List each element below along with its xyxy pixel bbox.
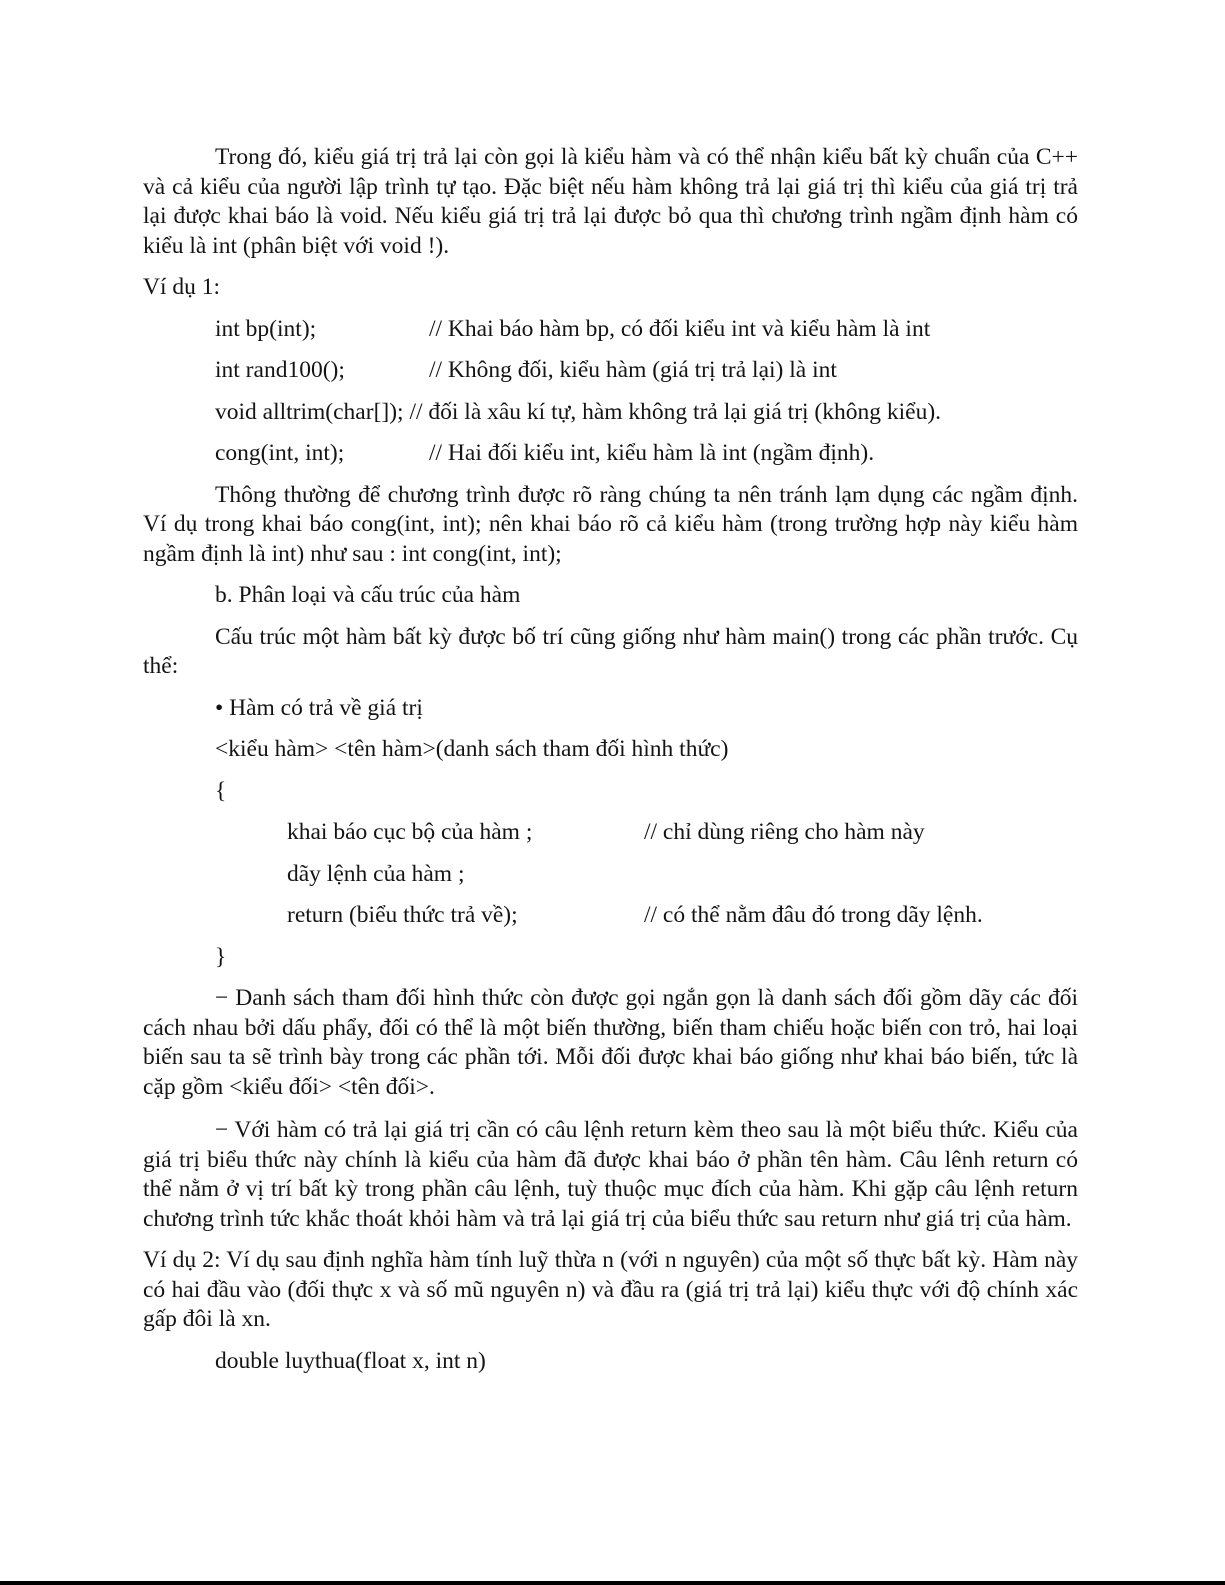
- structure-line: [143, 818, 1078, 848]
- paragraph-structure-intro: Cấu trúc một hàm bất kỳ được bố trí cũng giống như hàm main() trong các phần trước. Cụ thể:: [143, 623, 1078, 679]
- paragraph-return-type: Trong đó, kiểu giá trị trả lại còn gọi là kiểu hàm và có thể nhận kiểu bất kỳ chuẩn của C++ và cả kiểu của người lập trình tự tạo. Đặc biệt nếu hàm không trả lại giá trị thì kiểu của giá trị trả lại được khai báo là void. Nếu kiểu giá trị trả lại được bỏ qua thì chương trình ngầm định hàm có kiểu là int (phân biệt với void !).: [143, 144, 1078, 259]
- function-signature: <kiểu hàm> <tên hàm>(danh sách tham đối hình thức): [215, 736, 729, 762]
- structure-comment: // chỉ dùng riêng cho hàm này: [644, 819, 925, 845]
- declaration-row: [143, 398, 1078, 428]
- function-structure: [143, 735, 1078, 972]
- paragraph-avoid-defaults: Thông thường để chương trình được rõ ràng chúng ta nên tránh lạm dụng các ngầm định. Ví dụ trong khai báo cong(int, int); nên khai báo rõ cả kiểu hàm (trong trường hợp này kiểu hàm ngầm định là int) như sau : int cong(int, int);: [143, 481, 1078, 567]
- function-definition-code: double luythua(float x, int n): [215, 1347, 486, 1374]
- paragraph-example-2: Ví dụ 2: Ví dụ sau định nghĩa hàm tính luỹ thừa n (với n nguyên) của một số thực bất kỳ. Hàm này có hai đầu vào (đối thực x và số mũ nguyên n) và đầu ra (giá trị trả lại) kiểu thực với độ chính xác gấp đôi là xn.: [143, 1247, 1078, 1332]
- example-1-declarations: [143, 315, 1078, 469]
- declaration-row: [143, 315, 1078, 345]
- declaration-code: int rand100();: [215, 357, 345, 383]
- declaration-code: int bp(int);: [215, 315, 317, 342]
- declaration-comment: // Không đối, kiểu hàm (giá trị trả lại) là int: [429, 357, 837, 383]
- close-brace: }: [215, 943, 227, 970]
- structure-code: khai báo cục bộ của hàm ;: [287, 819, 533, 845]
- declaration-comment: // Khai báo hàm bp, có đối kiểu int và kiểu hàm là int: [429, 315, 931, 342]
- declaration-code: cong(int, int);: [215, 440, 345, 466]
- declaration-comment: // Hai đối kiểu int, kiểu hàm là int (ngầm định).: [429, 440, 875, 466]
- structure-comment: // có thể nằm đâu đó trong dãy lệnh.: [644, 902, 983, 928]
- declaration-code: void alltrim(char[]);: [215, 398, 404, 425]
- declaration-row: [143, 356, 1078, 386]
- page-bottom-border: [0, 1581, 1225, 1585]
- bullet-returning-function: • Hàm có trả về giá trị: [215, 694, 423, 721]
- structure-comment: [644, 860, 1078, 890]
- structure-code: dãy lệnh của hàm ;: [287, 860, 465, 887]
- declaration-comment: // đối là xâu kí tự, hàm không trả lại giá trị (không kiểu).: [409, 398, 942, 425]
- declaration-row: [143, 439, 1078, 469]
- paragraph-return-statement: − Với hàm có trả lại giá trị cần có câu lệnh return kèm theo sau là một biểu thức. Kiểu của giá trị biểu thức này chính là kiểu của hàm đã được khai báo ở phần tên hàm. Câu lênh return có thể nằm ở vị trí bất kỳ trong phần câu lệnh, tuỳ thuộc mục đích của hàm. Khi gặp câu lệnh return chương trình tức khắc thoát khỏi hàm và trả lại giá trị của biểu thức sau return như giá trị của hàm.: [143, 1117, 1078, 1232]
- structure-code: return (biểu thức trả về);: [287, 902, 518, 928]
- structure-line: [143, 860, 1078, 890]
- section-heading-b: b. Phân loại và cấu trúc của hàm: [215, 582, 521, 608]
- paragraph-parameter-list: − Danh sách tham đối hình thức còn được gọi ngắn gọn là danh sách đối gồm dãy các đối cách nhau bởi dấu phẩy, đối có thể là một biến thường, biến tham chiếu hoặc biến con trỏ, hai loại biến sau ta sẽ trình bày trong các phần tới. Mỗi đối được khai báo giống như khai báo biến, tức là cặp gồm <kiểu đối> <tên đối>.: [143, 985, 1078, 1100]
- open-brace: {: [215, 777, 227, 804]
- example-1-label: Ví dụ 1:: [143, 274, 221, 300]
- structure-line: [143, 901, 1078, 931]
- page-content: [143, 143, 1078, 1376]
